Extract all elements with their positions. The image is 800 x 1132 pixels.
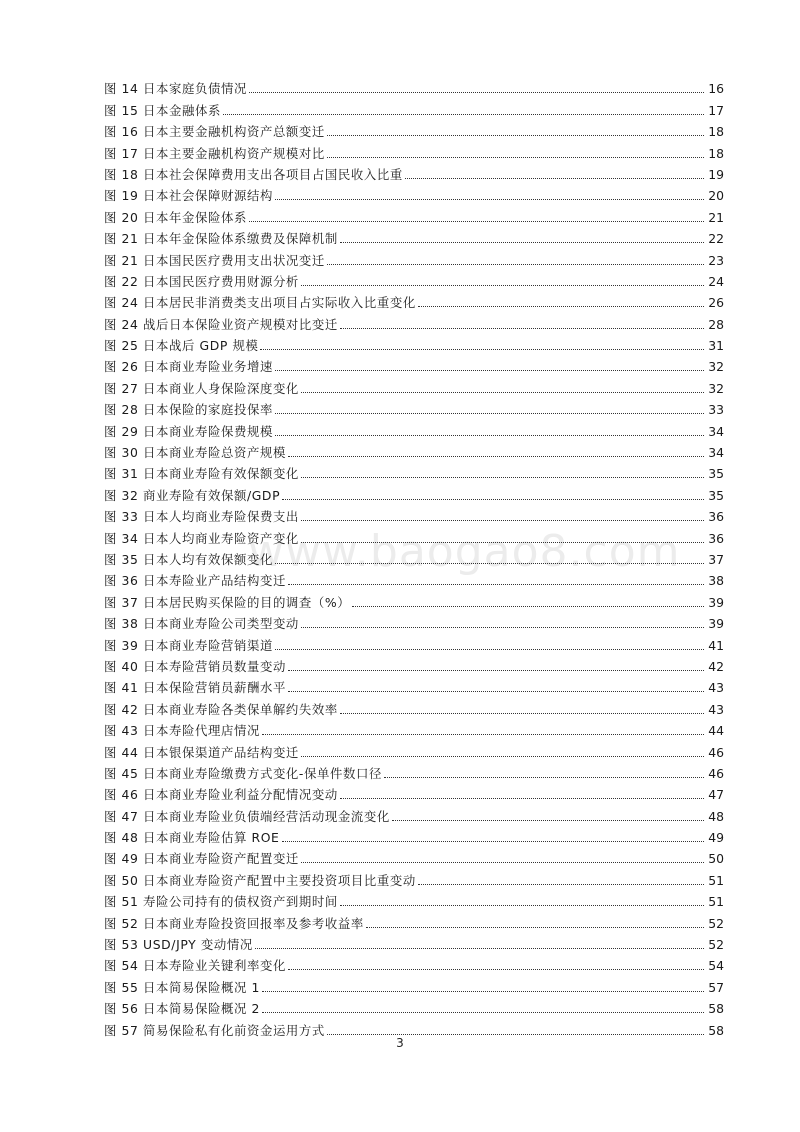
toc-entry-label: 图 32 商业寿险有效保额/GDP — [104, 487, 281, 503]
toc-entry-page: 35 — [708, 487, 724, 503]
toc-entry-page: 32 — [708, 359, 724, 375]
toc-entry[interactable] — [104, 354, 724, 375]
toc-entry[interactable] — [104, 654, 724, 675]
toc-entry-page: 43 — [708, 680, 724, 696]
toc-entry-page: 58 — [708, 1022, 724, 1038]
toc-entry[interactable] — [104, 611, 724, 632]
toc-entry-page: 17 — [708, 102, 724, 118]
toc-entry-label: 图 55 日本简易保险概况 1 — [104, 979, 260, 995]
toc-dot-leader — [418, 883, 704, 885]
toc-dot-leader — [301, 519, 704, 521]
toc-entry-page: 21 — [708, 209, 724, 225]
toc-entry-label: 图 50 日本商业寿险资产配置中主要投资项目比重变动 — [104, 872, 416, 888]
toc-entry-page: 36 — [708, 530, 724, 546]
toc-entry-label: 图 40 日本寿险营销员数量变动 — [104, 658, 286, 674]
toc-entry-label: 图 47 日本商业寿险业负债端经营活动现金流变化 — [104, 808, 390, 824]
toc-entry-label: 图 48 日本商业寿险估算 ROE — [104, 830, 280, 846]
toc-entry-page: 38 — [708, 573, 724, 589]
toc-dot-leader — [249, 220, 704, 222]
toc-entry-label: 图 46 日本商业寿险业利益分配情况变动 — [104, 787, 338, 803]
toc-entry[interactable] — [104, 525, 724, 546]
toc-entry-page: 42 — [708, 658, 724, 674]
toc-entry-page: 52 — [708, 915, 724, 931]
toc-dot-leader — [340, 327, 704, 329]
toc-entry-label: 图 25 日本战后 GDP 规模 — [104, 338, 259, 354]
toc-entry-page: 54 — [708, 958, 724, 974]
toc-entry[interactable] — [104, 333, 724, 354]
toc-dot-leader — [366, 926, 704, 928]
toc-entry-page: 24 — [708, 273, 724, 289]
toc-entry[interactable] — [104, 140, 724, 161]
toc-dot-leader — [301, 284, 704, 286]
toc-entry[interactable] — [104, 632, 724, 653]
toc-entry-page: 23 — [708, 252, 724, 268]
toc-entry-page: 50 — [708, 851, 724, 867]
toc-entry[interactable] — [104, 867, 724, 888]
toc-entry[interactable] — [104, 418, 724, 439]
toc-entry-page: 20 — [708, 188, 724, 204]
toc-entry[interactable] — [104, 568, 724, 589]
toc-entry-page: 19 — [708, 166, 724, 182]
toc-dot-leader — [327, 1033, 704, 1035]
toc-dot-leader — [288, 455, 704, 457]
toc-entry-label: 图 24 战后日本保险业资产规模对比变迁 — [104, 316, 338, 332]
toc-dot-leader — [327, 263, 704, 265]
toc-dot-leader — [255, 947, 704, 949]
toc-entry[interactable] — [104, 782, 724, 803]
toc-entry[interactable] — [104, 996, 724, 1017]
toc-dot-leader — [327, 134, 704, 136]
toc-entry[interactable] — [104, 375, 724, 396]
toc-entry-page: 46 — [708, 765, 724, 781]
toc-dot-leader — [301, 391, 704, 393]
toc-dot-leader — [262, 733, 704, 735]
toc-dot-leader — [340, 904, 704, 906]
toc-entry-page: 16 — [708, 81, 724, 97]
toc-entry-page: 44 — [708, 723, 724, 739]
toc-entry[interactable] — [104, 440, 724, 461]
toc-entry-label: 图 17 日本主要金融机构资产规模对比 — [104, 145, 325, 161]
toc-entry-page: 58 — [708, 1001, 724, 1017]
toc-entry-label: 图 22 日本国民医疗费用财源分析 — [104, 273, 299, 289]
toc-entry-label: 图 45 日本商业寿险缴费方式变化-保单件数口径 — [104, 765, 382, 781]
toc-dot-leader — [262, 990, 704, 992]
toc-entry[interactable] — [104, 311, 724, 332]
toc-entry-label: 图 37 日本居民购买保险的目的调查（%） — [104, 594, 351, 610]
toc-dot-leader — [301, 626, 704, 628]
toc-entry-label: 图 54 日本寿险业关键利率变化 — [104, 958, 286, 974]
toc-entry-label: 图 42 日本商业寿险各类保单解约失效率 — [104, 701, 338, 717]
toc-entry-label: 图 21 日本国民医疗费用支出状况变迁 — [104, 252, 325, 268]
toc-entry[interactable] — [104, 461, 724, 482]
toc-dot-leader — [392, 819, 704, 821]
toc-entry-page: 34 — [708, 423, 724, 439]
toc-entry[interactable] — [104, 482, 724, 503]
toc-entry-label: 图 16 日本主要金融机构资产总额变迁 — [104, 124, 325, 140]
toc-entry-label: 图 38 日本商业寿险公司类型变动 — [104, 616, 299, 632]
figure-table-of-contents — [104, 76, 724, 1039]
toc-dot-leader — [301, 476, 704, 478]
toc-entry[interactable] — [104, 846, 724, 867]
toc-dot-leader — [340, 712, 704, 714]
toc-dot-leader — [262, 1011, 704, 1013]
toc-dot-leader — [340, 241, 704, 243]
toc-entry[interactable] — [104, 204, 724, 225]
toc-entry-label: 图 24 日本居民非消费类支出项目占实际收入比重变化 — [104, 295, 416, 311]
toc-entry[interactable] — [104, 739, 724, 760]
toc-entry[interactable] — [104, 696, 724, 717]
toc-entry-page: 18 — [708, 145, 724, 161]
toc-entry[interactable] — [104, 97, 724, 118]
toc-entry-label: 图 19 日本社会保障财源结构 — [104, 188, 273, 204]
toc-entry[interactable] — [104, 932, 724, 953]
toc-dot-leader — [275, 434, 704, 436]
toc-dot-leader — [223, 113, 704, 115]
toc-dot-leader — [275, 648, 704, 650]
toc-entry[interactable] — [104, 183, 724, 204]
toc-dot-leader — [327, 156, 704, 158]
toc-entry[interactable] — [104, 504, 724, 525]
toc-entry-page: 43 — [708, 701, 724, 717]
toc-entry-page: 48 — [708, 808, 724, 824]
toc-entry-label: 图 29 日本商业寿险保费规模 — [104, 423, 273, 439]
toc-dot-leader — [260, 348, 704, 350]
toc-entry[interactable] — [104, 397, 724, 418]
page-number: 3 — [396, 1036, 404, 1050]
toc-entry[interactable] — [104, 290, 724, 311]
toc-entry-label: 图 15 日本金融体系 — [104, 102, 221, 118]
toc-entry-label: 图 56 日本简易保险概况 2 — [104, 1001, 260, 1017]
toc-entry-page: 51 — [708, 872, 724, 888]
toc-entry-page: 33 — [708, 402, 724, 418]
toc-entry[interactable] — [104, 547, 724, 568]
toc-dot-leader — [405, 177, 704, 179]
toc-entry-page: 26 — [708, 295, 724, 311]
toc-dot-leader — [301, 861, 704, 863]
toc-entry-page: 31 — [708, 338, 724, 354]
toc-entry-label: 图 30 日本商业寿险总资产规模 — [104, 445, 286, 461]
watermark: www.baogao8.com — [248, 526, 681, 577]
toc-entry-label: 图 43 日本寿险代理店情况 — [104, 723, 260, 739]
toc-entry-label: 图 18 日本社会保障费用支出各项目占国民收入比重 — [104, 166, 403, 182]
toc-dot-leader — [288, 583, 704, 585]
toc-entry-page: 49 — [708, 830, 724, 846]
toc-entry-label: 图 35 日本人均有效保额变化 — [104, 551, 273, 567]
toc-dot-leader — [384, 776, 704, 778]
toc-entry-label: 图 31 日本商业寿险有效保额变化 — [104, 466, 299, 482]
toc-entry-page: 18 — [708, 124, 724, 140]
toc-entry-page: 32 — [708, 380, 724, 396]
toc-entry-label: 图 51 寿险公司持有的债权资产到期时间 — [104, 894, 338, 910]
toc-entry-label: 图 49 日本商业寿险资产配置变迁 — [104, 851, 299, 867]
toc-entry-page: 51 — [708, 894, 724, 910]
toc-entry[interactable] — [104, 953, 724, 974]
toc-entry-page: 39 — [708, 616, 724, 632]
toc-entry-label: 图 27 日本商业人身保险深度变化 — [104, 380, 299, 396]
toc-entry-page: 28 — [708, 316, 724, 332]
toc-entry-page: 22 — [708, 231, 724, 247]
toc-entry-page: 39 — [708, 594, 724, 610]
toc-dot-leader — [352, 605, 704, 607]
toc-entry[interactable] — [104, 761, 724, 782]
toc-entry-label: 图 20 日本年金保险体系 — [104, 209, 247, 225]
toc-entry-label: 图 34 日本人均商业寿险资产变化 — [104, 530, 299, 546]
toc-entry[interactable] — [104, 825, 724, 846]
toc-entry-page: 35 — [708, 466, 724, 482]
toc-dot-leader — [275, 562, 704, 564]
toc-dot-leader — [275, 369, 704, 371]
toc-entry[interactable] — [104, 889, 724, 910]
toc-entry[interactable] — [104, 247, 724, 268]
toc-entry-label: 图 26 日本商业寿险业务增速 — [104, 359, 273, 375]
toc-entry[interactable] — [104, 162, 724, 183]
toc-entry-page: 46 — [708, 744, 724, 760]
toc-entry-page: 34 — [708, 445, 724, 461]
toc-entry-page: 47 — [708, 787, 724, 803]
toc-entry-label: 图 28 日本保险的家庭投保率 — [104, 402, 273, 418]
toc-dot-leader — [282, 498, 704, 500]
toc-entry-label: 图 53 USD/JPY 变动情况 — [104, 937, 253, 953]
toc-entry-page: 52 — [708, 937, 724, 953]
toc-entry-page: 37 — [708, 551, 724, 567]
toc-entry-label: 图 36 日本寿险业产品结构变迁 — [104, 573, 286, 589]
toc-entry[interactable] — [104, 910, 724, 931]
toc-entry-label: 图 33 日本人均商业寿险保费支出 — [104, 509, 299, 525]
toc-dot-leader — [301, 755, 704, 757]
toc-entry[interactable] — [104, 974, 724, 995]
toc-dot-leader — [249, 91, 704, 93]
toc-entry[interactable] — [104, 589, 724, 610]
toc-entry[interactable] — [104, 76, 724, 97]
toc-entry-label: 图 52 日本商业寿险投资回报率及参考收益率 — [104, 915, 364, 931]
toc-entry-label: 图 21 日本年金保险体系缴费及保障机制 — [104, 231, 338, 247]
toc-dot-leader — [418, 305, 704, 307]
toc-dot-leader — [301, 541, 704, 543]
toc-entry-page: 36 — [708, 509, 724, 525]
toc-entry[interactable] — [104, 803, 724, 824]
toc-dot-leader — [288, 669, 704, 671]
toc-dot-leader — [288, 690, 704, 692]
toc-entry-label: 图 57 简易保险私有化前资金运用方式 — [104, 1022, 325, 1038]
toc-dot-leader — [288, 968, 704, 970]
toc-entry[interactable] — [104, 119, 724, 140]
toc-entry-page: 41 — [708, 637, 724, 653]
toc-entry-label: 图 39 日本商业寿险营销渠道 — [104, 637, 273, 653]
toc-entry-label: 图 41 日本保险营销员薪酬水平 — [104, 680, 286, 696]
toc-dot-leader — [275, 412, 704, 414]
toc-dot-leader — [340, 797, 704, 799]
toc-dot-leader — [275, 198, 704, 200]
toc-entry-label: 图 44 日本银保渠道产品结构变迁 — [104, 744, 299, 760]
toc-entry-page: 57 — [708, 979, 724, 995]
toc-entry[interactable] — [104, 269, 724, 290]
toc-entry[interactable] — [104, 226, 724, 247]
toc-dot-leader — [282, 840, 705, 842]
toc-entry[interactable] — [104, 718, 724, 739]
toc-entry[interactable] — [104, 675, 724, 696]
toc-entry-label: 图 14 日本家庭负债情况 — [104, 81, 247, 97]
